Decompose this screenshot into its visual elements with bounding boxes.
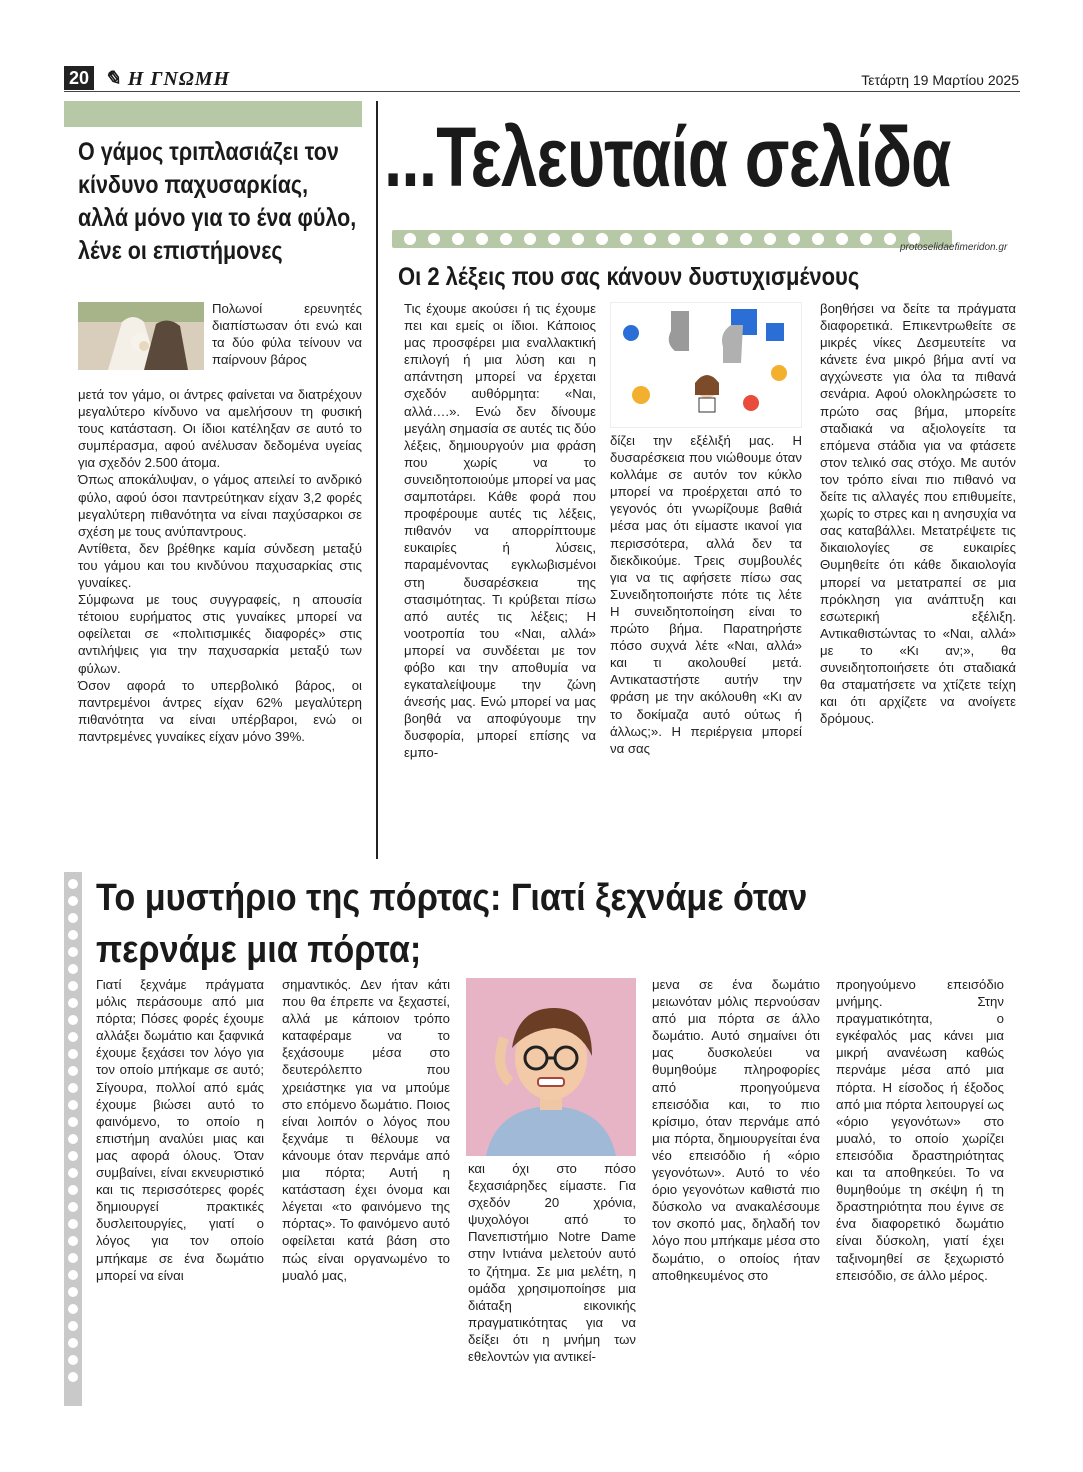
article1-para-3: Αντίθετα, δεν βρέθηκε καμία σύνδεση μεταξύ του γάμου και του κινδύνου παχυσαρκίας στις γυναίκες. [78, 540, 362, 591]
masthead [104, 66, 230, 91]
source-credit: protoselidaefimeridon.gr [900, 242, 1008, 253]
thumbs-illustration [610, 302, 802, 428]
article3-col1: Γιατί ξεχνάμε πράγματα μόλις περάσουμε από μια πόρτα; Πόσες φορές έχουμε αλλάξει δωμάτιο και ξαφνικά έχουμε ξεχάσει τον λόγο για τον οποίο μπήκαμε σε αυτό; Σίγουρα, πολλοί από εμάς έχουμε βιώσει αυτό το φαινόμενο, το οποίο η επιστήμη αναλύει μιας και μας αφορά όλους. Όταν συμβαίνει, είναι εκνευριστικό και τις περισσότερες φορές δημιουργεί πρακτικές δυσλειτουργίες, γιατί ο λόγος για τον οποίο μπήκαμε σε ένα δωμάτιο μπορεί να είναι [96, 977, 264, 1283]
confused-woman-photo [466, 978, 636, 1156]
decorative-dots-band [392, 230, 952, 248]
article2-headline: Οι 2 λέξεις που σας κάνουν δυστυχισμένους [398, 263, 860, 291]
article1-para-1: μετά τον γάμο, οι άντρες φαίνεται να διατρέχουν μεγαλύτερο κίνδυνο να αμελήσουν τη φυσική τους κατάσταση. Οι ίδιοι κατέληξαν σε αυτό το συμπέρασμα, αφού ανέλυσαν δεδομένα υγείας για σχεδόν 2.500 άτομα. [78, 387, 362, 471]
article1-body-top [212, 300, 362, 368]
article1-para-2: Όπως αποκάλυψαν, ο γάμος απειλεί το ανδρικό φύλο, αφού όσοι παντρεύτηκαν είχαν 3,2 φορές μεγαλύτερη πιθανότητα να είναι παχύσαρκοι σε σχέση με τους ανύπαντρους. [78, 472, 362, 539]
article2-col1: Τις έχουμε ακούσει ή τις έχουμε πει και εμείς οι ίδιοι. Κάποιος μας προσφέρει μια εναλλακτική επιλογή ή μια λύση και η απάντηση μπορεί να έρχεται σχεδόν αυθόρμητα: «Ναι, αλλά….». Ενώ δεν δίνουμε μεγάλη σημασία σε αυτές τις δύο λέξεις, δημιουργούν μια φράση που χωρίς να το συνειδητοποιούμε μπορεί να μας σαμποτάρει. Κάθε φορά που προφέρουμε αυτές τις λέξεις, πιθανόν να απορρίπτουμε ευκαιρίες ή λύσεις, παραμένοντας εγκλωβισμένοι στη δυσαρέσκεια της στασιμότητας. Τι κρύβεται πίσω από αυτές τις λέξεις; Η νοοτροπία του «Ναι, αλλά» μπορεί να συνδέεται με τον φόβο και την αποθυμία να εγκαταλείψουμε την ζώνη άνεσής μας. Ενώ μπορεί να μας βοηθά να αποφύγουμε την δυσφορία, μπορεί επίσης να εμπο- [404, 301, 597, 761]
page-number: 20 [64, 66, 94, 90]
article3-headline: Το μυστήριο της πόρτας: Γιατί ξεχνάμε όταν περνάμε μια πόρτα; [96, 877, 808, 971]
article2-col3: βοηθήσει να δείτε τα πράγματα διαφορετικά. Επικεντρωθείτε σε μικρές νίκες Δεσμευτείτε να κάνετε ένα μικρό βήμα αντί να αγχώνεστε για όλα τα πιθανά σενάρια. Αφού ολοκληρώσετε το πρώτο σας βήμα, μπορείτε σταδιακά να αξιολογείτε τα επόμενα στάδια για να φτάσετε στον τελικό σας στόχο. Με αυτόν τον τρόπο είναι πιο πιθανό να δείτε τις αλλαγές που επιθυμείτε, χωρίς το στρες και η ανησυχία να σας καταβάλλει. Μετατρέψετε τις δικαιολογίες σε ευκαιρίες Θυμηθείτε ότι κάθε δικαιολογία μπορεί να μετατραπεί σε μια πρόκληση για ανάπτυξη και εσωτερική εξέλιξη. Αντικαθιστώντας το «Ναι, αλλά» με το «Κι αν;», θα συνειδητοποιήσετε ότι σταδιακά θα σταματήσετε να χτίζετε τείχη και ότι αρχίζετε να ανοίγετε δρόμους. [820, 301, 1016, 727]
article3-col5: προηγούμενο επεισόδιο μνήμης. Στην πραγματικότητα, ο εγκέφαλός μας κάνει μια μικρή ανανέωση καθώς περνάμε μέσα από μια πόρτα. Η είσοδος ή έξοδος από μια πόρτα λειτουργεί ως «όριο γεγονότων» στο μυαλό, το οποίο χωρίζει επεισόδια δραστηριότητας και τα αποθηκεύει. Το να θυμηθούμε τη σκέψη ή τη δραστηριότητα που έγινε σε ένα διαφορετικό δωμάτιο είναι δύσκολη, γιατί έχει ταξινομηθεί σε ξεχωριστό επεισόδιο, σε άλλο μέρος. [836, 977, 1004, 1283]
article3-col3: και όχι στο πόσο ξεχασιάρηδες είμαστε. Για σχεδόν 20 χρόνια, ψυχολόγοι από το Πανεπιστήμιο Notre Dame στην Ιντιάνα μελετούν αυτό το ζήτημα. Σε μια μελέτη, η ομάδα χρησιμοποίησε μια διάταξη εικονικής πραγματικότητας για να δείξει ότι η μνήμη των εθελοντών για αντικεί- [468, 1161, 636, 1365]
article1-headline: Ο γάμος τριπλασιάζει τον κίνδυνο παχυσαρκίας, αλλά μόνο για το ένα φύλο, λένε οι επιστήμονες [78, 138, 357, 265]
article1-para-1-start: Πολωνοί ερευνητές διαπίστωσαν ότι ενώ και τα δύο φύλα τείνουν να παίρνουν βάρος [212, 301, 362, 368]
article1-body [78, 386, 362, 745]
left-header-band [64, 101, 362, 127]
issue-date: Τετάρτη 19 Μαρτίου 2025 [861, 72, 1019, 88]
column-divider [376, 101, 378, 859]
article3-col4: μενα σε ένα δωμάτιο μειωνόταν μόλις περνούσαν από μια πόρτα σε άλλο δωμάτιο. Αυτό σημαίνει ότι μας δυσκολεύει να θυμηθούμε πληροφορίες από προηγούμενα επεισόδια και, το πιο κρίσιμο, όταν περνάμε από μια πόρτα, δημιουργείται ένα νέο επεισόδιο ή «όριο γεγονότων». Αυτό το νέο όριο γεγονότων καθιστά πιο δύσκολο να ανακαλέσουμε τον σκοπό μας, δηλαδή τον λόγο που μπήκαμε μέσα στο δωμάτιο, ο οποίος ήταν αποθηκευμένος στο [652, 977, 820, 1283]
article2-col2: δίζει την εξέλιξή μας. Η δυσαρέσκεια που νιώθουμε όταν κολλάμε σε αυτόν τον κύκλο μπορεί να προέρχεται από το γεγονός ότι γνωρίζουμε βαθιά μέσα μας ότι είμαστε ικανοί για περισσότερα, αλλά δεν τα διεκδικούμε. Τρεις συμβουλές για να τις αφήσετε πίσω σας Συνειδητοποιήστε πότε τις λέτε Η συνειδητοποίηση είναι το πρώτο βήμα. Παρατηρήστε πόσο συχνά λέτε «Ναι, αλλά» και τι ακολουθεί μετά. Αντικαταστήστε αυτήν την φράση με την ακόλουθη «Κι αν το δοκίμαζα αυτό ούτως ή άλλως;». Η περιέργεια μπορεί να σας [610, 433, 802, 756]
article1-para-5: Όσον αφορά το υπερβολικό βάρος, οι παντρεμένοι άντρες είχαν 62% μεγαλύτερη πιθανότητα να είναι υπέρβαροι, ενώ οι παντρεμένες γυναίκες είχαν μόνο 39%. [78, 677, 362, 744]
article3-col2: σημαντικός. Δεν ήταν κάτι που θα έπρεπε να ξεχαστεί, αλλά με κάποιον τρόπο καταφέραμε να το ξεχάσουμε μέσα στο δευτερόλεπτο που χρειάστηκε για να μπούμε στο επόμενο δωμάτιο. Ποιος είναι λοιπόν ο λόγος που ξεχνάμε τι θέλουμε να κάνουμε όταν περνάμε από μια πόρτα; Αυτή η κατάσταση έχει όνομα και λέγεται «το φαινόμενο της πόρτας». Το φαινόμενο αυτό οφείλεται κατά βάση στο πώς είναι οργανωμένο το μυαλό μας, [282, 977, 450, 1283]
header-rule [64, 91, 1020, 92]
section-title: ...Τελευταία σελίδα [384, 110, 951, 204]
masthead-title: Η ΓΝΩΜΗ [127, 68, 231, 90]
quill-icon: ✎ [104, 68, 128, 90]
wedding-photo [78, 302, 204, 370]
film-strip-decoration [64, 872, 82, 1406]
article1-para-4: Σύμφωνα με τους συγγραφείς, η απουσία τέτοιου ευρήματος στις γυναίκες μπορεί να οφείλεται σε «πολιτισμικές διαφορές» στις αντιλήψεις για την παχυσαρκία μεταξύ των φύλων. [78, 592, 362, 676]
